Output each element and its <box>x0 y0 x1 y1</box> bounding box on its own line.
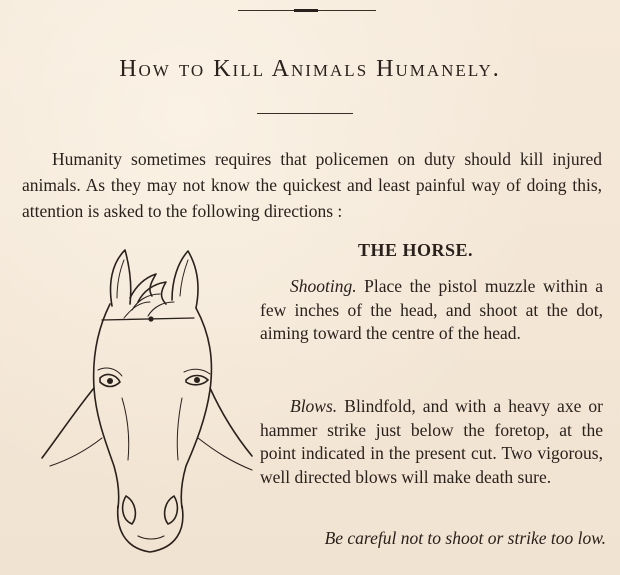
blows-text: Blindfold, and with a heavy axe or hammer strike just below the foretop, at the point indicated in the present cut. Two vigorous, well directed blows will make death sure. <box>260 396 604 487</box>
shooting-label: Shooting. <box>290 276 357 296</box>
page-title: How to Kill Animals Humanely. <box>119 56 501 82</box>
title-divider-rule <box>257 113 353 114</box>
blows-label: Blows. <box>290 396 338 416</box>
blows-paragraph <box>260 395 603 489</box>
shooting-text: Place the pistol muzzle within a few inches of the head, and shoot at the dot, aiming toward the centre of the head. <box>260 276 603 343</box>
top-ornament-mark <box>294 9 318 12</box>
horse-head-icon <box>20 238 260 563</box>
top-ornament-rule <box>238 10 376 11</box>
intro-paragraph: Humanity sometimes requires that policemen on duty should kill injured animals. As they may not know the quickest and least painful way of doing this, attention is asked to the following directions : <box>22 149 602 221</box>
caution-note: Be careful not to shoot or strike too low. <box>324 528 606 548</box>
section-heading-horse: THE HORSE. <box>358 240 474 260</box>
shooting-paragraph <box>260 275 603 346</box>
